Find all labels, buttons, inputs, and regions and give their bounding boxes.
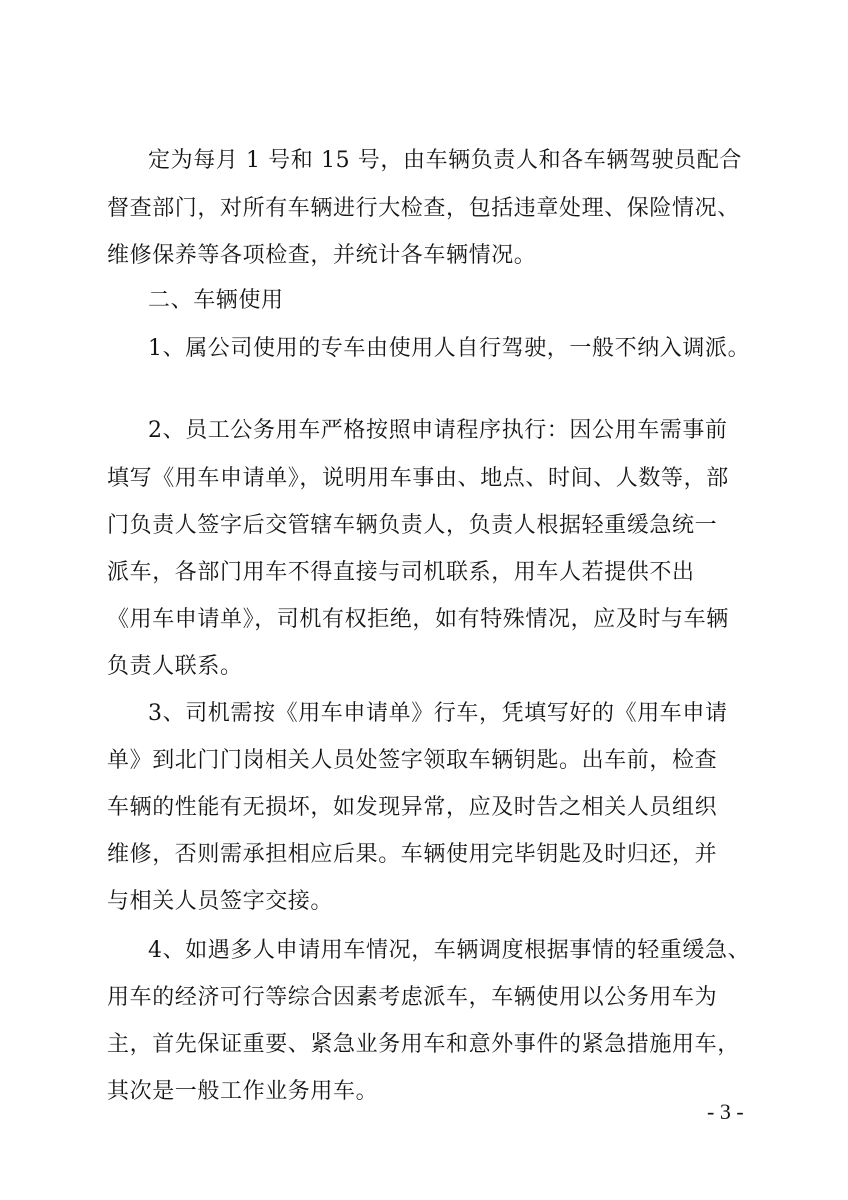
paragraph-line: 《用车申请单》，司机有权拒绝，如有特殊情况，应及时与车辆	[107, 607, 729, 632]
paragraph-line: 派车，各部门用车不得直接与司机联系，用车人若提供不出	[107, 560, 695, 585]
paragraph-line: 与相关人员签字交接。	[107, 889, 334, 914]
paragraph-line: 门负责人签字后交管辖车辆负责人，负责人根据轻重缓急统一	[107, 513, 718, 538]
paragraph-line: 定为每月 1 号和 15 号，由车辆负责人和各车辆驾驶员配合	[148, 148, 742, 173]
paragraph-line: 3、司机需按《用车申请单》行车，凭填写好的《用车申请	[148, 701, 728, 726]
page-number: - 3 -	[707, 1099, 744, 1124]
paragraph-line: 维修保养等各项检查，并统计各车辆情况。	[107, 243, 537, 268]
paragraph-line: 维修，否则需承担相应后果。车辆使用完毕钥匙及时归还，并	[107, 842, 718, 867]
paragraph-line: 4、如遇多人申请用车情况，车辆调度根据事情的轻重缓急、	[148, 938, 751, 963]
paragraph-line: 负责人联系。	[107, 654, 243, 679]
paragraph-line: 用车的经济可行等综合因素考虑派车，车辆使用以公务用车为	[107, 985, 718, 1010]
paragraph-line: 2、员工公务用车严格按照申请程序执行：因公用车需事前	[148, 418, 728, 443]
paragraph-line: 填写《用车申请单》，说明用车事由、地点、时间、人数等，部	[107, 466, 729, 491]
paragraph-line: 督查部门，对所有车辆进行大检查，包括违章处理、保险情况、	[107, 196, 740, 221]
paragraph-line: 其次是一般工作业务用车。	[107, 1079, 379, 1104]
paragraph-line: 车辆的性能有无损坏，如发现异常，应及时告之相关人员组织	[107, 795, 718, 820]
paragraph-line: 主，首先保证重要、紧急业务用车和意外事件的紧急措施用车，	[107, 1032, 740, 1057]
section-heading: 二、车辆使用	[148, 288, 284, 313]
paragraph-line: 单》到北门门岗相关人员处签字领取车辆钥匙。出车前，检查	[107, 748, 718, 773]
paragraph-line: 1、属公司使用的专车由使用人自行驾驶，一般不纳入调派。	[148, 336, 751, 361]
